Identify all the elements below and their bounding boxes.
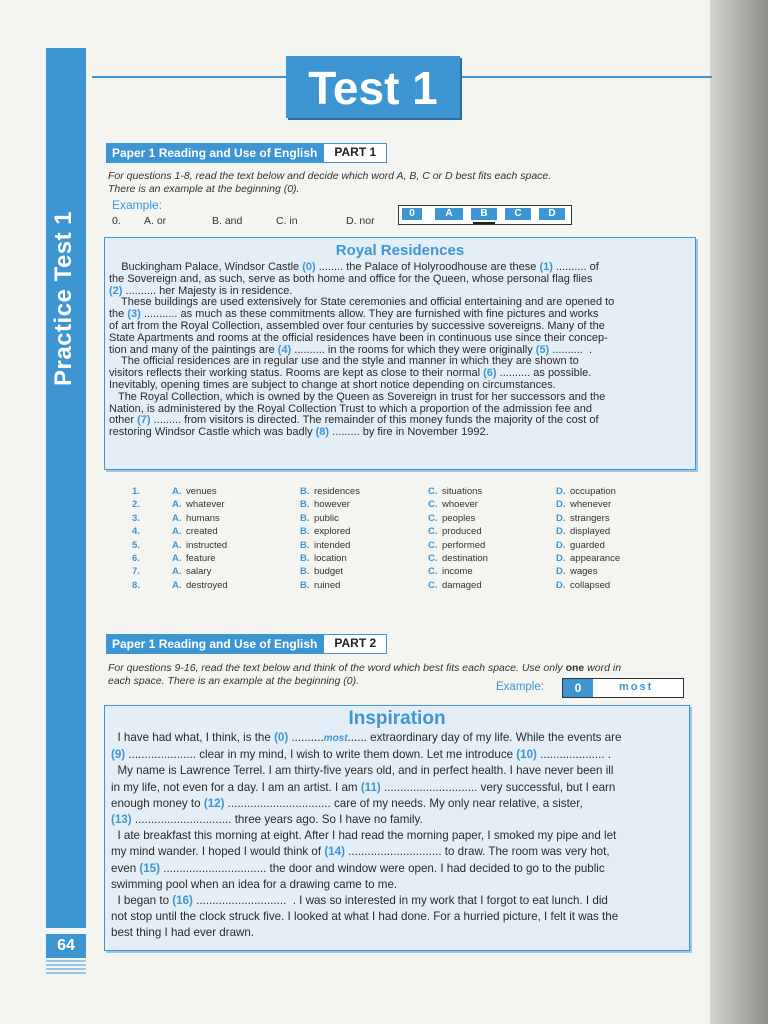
- option-number: 6.: [132, 553, 140, 564]
- option-letter: A.: [172, 499, 182, 511]
- option-word: location: [314, 553, 347, 564]
- part2-example-box: [562, 678, 684, 698]
- option-word: whenever: [570, 499, 612, 511]
- option-word: damaged: [442, 579, 482, 591]
- option-word: budget: [314, 566, 344, 578]
- passage-line: [111, 877, 687, 893]
- passage-text: visitors reflects their working status. Rooms are kept as close to their normal: [109, 367, 484, 380]
- passage-text: of art from the Royal Collection, assembled over four centuries by successive sovereigns. Many of the: [109, 319, 605, 332]
- option-row: [128, 553, 648, 566]
- option-word: instructed: [186, 539, 228, 551]
- option-word: feature: [186, 553, 216, 564]
- option-letter: D.: [556, 486, 566, 497]
- option-letter: C.: [428, 579, 438, 591]
- option-letter: D.: [556, 499, 566, 511]
- passage-line: [111, 925, 687, 941]
- gap-number: (9): [111, 748, 126, 762]
- option-letter: A.: [172, 526, 182, 538]
- passage-text: .................... .: [536, 748, 611, 762]
- option-row: [128, 526, 648, 539]
- option-letter: B.: [300, 512, 310, 524]
- passage-text: ..........: [288, 731, 324, 744]
- part2-header: [106, 634, 387, 654]
- option-word: ruined: [314, 579, 341, 591]
- passage-text: .......... her Majesty is in residence.: [122, 284, 293, 297]
- passage-line: [111, 861, 687, 877]
- passage-text: ........ the Palace of Holyroodhouse are these: [315, 261, 540, 273]
- part1-header-part: PART 1: [323, 143, 387, 163]
- option-letter: A.: [172, 486, 182, 497]
- page-number-stripes: [46, 960, 86, 976]
- answer-grid-b: B: [471, 208, 497, 220]
- option-word: appearance: [570, 553, 621, 564]
- option-letter: C.: [428, 566, 438, 578]
- part2-example-number: 0: [563, 679, 593, 697]
- example-number: 0.: [112, 215, 121, 227]
- option-letter: A.: [172, 579, 182, 591]
- answer-grid-d: D: [539, 208, 565, 220]
- passage-text: Inevitably, opening times are subject to change at short notice depending on circumstances.: [109, 378, 556, 391]
- option-letter: A.: [172, 553, 182, 564]
- answer-grid-0: 0: [402, 208, 422, 220]
- passage-text: Buckingham Palace, Windsor Castle: [109, 261, 303, 273]
- option-word: whatever: [186, 499, 225, 511]
- option-letter: D.: [556, 526, 566, 538]
- option-word: peoples: [442, 512, 476, 524]
- option-letter: B.: [300, 499, 310, 511]
- option-word: created: [186, 526, 218, 538]
- passage-text: restoring Windsor Castle which was badly: [109, 426, 316, 439]
- side-bar: [46, 48, 86, 928]
- passage-text: My name is Lawrence Terrel. I am thirty-five years old, and in perfect health. I have never been ill: [111, 764, 614, 778]
- royal-residences-title: Royal Residences: [335, 242, 465, 259]
- passage-text: .......... .: [549, 343, 593, 356]
- passage-text: ................................ care of my needs. My only near relative, a sister,: [224, 796, 583, 810]
- passage-text: The Royal Collection, which is owned by the Queen as Sovereign in trust for her successors and the: [109, 390, 606, 403]
- inspiration-box: [104, 705, 690, 951]
- option-row: [128, 486, 648, 499]
- passage-text: .......... as possible.: [496, 367, 592, 380]
- passage-text: ...... extraordinary day of my life. While the events are: [347, 731, 622, 744]
- passage-text: ......... by fire in November 1992.: [329, 426, 489, 439]
- passage-line: [111, 844, 687, 860]
- passage-text: ..................... clear in my mind, I wish to write them down. Let me introduce: [125, 748, 517, 762]
- passage-text: swimming pool when an idea for a drawing came to me.: [111, 877, 398, 891]
- passage-line: [111, 747, 687, 763]
- option-word: produced: [442, 526, 482, 538]
- option-word: strangers: [570, 512, 610, 524]
- part2-instructions-a: For questions 9-16, read the text below and think of the word which best fits each space. Use only: [108, 662, 566, 674]
- option-row: [128, 513, 648, 526]
- passage-text: The official residences are in regular use and the style and manner in which they are shown to: [109, 355, 579, 368]
- passage-line: [111, 909, 687, 925]
- passage-text: ............................. to draw. The room was very hot,: [344, 845, 610, 859]
- example-option-a: A. or: [144, 215, 167, 227]
- passage-line: [111, 796, 687, 812]
- passage-text: ........... as much as these commitments allow. They are furnished with fine pictures and works: [140, 308, 599, 321]
- option-row: [128, 499, 648, 512]
- option-number: 1.: [132, 486, 140, 497]
- part2-header-paper: Paper 1 Reading and Use of English: [106, 634, 323, 654]
- gap-number: (5): [535, 343, 550, 356]
- gap-number: (7): [137, 414, 151, 427]
- option-letter: C.: [428, 486, 438, 497]
- passage-line: [111, 812, 687, 828]
- option-letter: B.: [300, 553, 310, 564]
- option-letter: C.: [428, 499, 438, 511]
- part2-instructions-c: word in: [584, 662, 622, 674]
- part1-header-paper: Paper 1 Reading and Use of English: [106, 143, 323, 163]
- option-letter: A.: [172, 512, 182, 524]
- part1-instructions-line2: There is an example at the beginning (0).: [108, 183, 300, 195]
- gap-number: (14): [324, 845, 345, 859]
- option-row: [128, 540, 648, 553]
- option-word: humans: [186, 512, 220, 524]
- option-word: intended: [314, 539, 351, 551]
- option-letter: A.: [172, 566, 182, 578]
- option-number: 2.: [132, 499, 140, 511]
- passage-line: [111, 763, 687, 779]
- part2-example-word: most: [619, 681, 654, 693]
- passage-text: ............................. very successful, but I earn: [380, 780, 616, 794]
- option-letter: B.: [300, 539, 310, 551]
- passage-line: [111, 828, 687, 844]
- inspiration-title: Inspiration: [348, 708, 446, 729]
- passage-line: [111, 780, 687, 796]
- option-word: performed: [442, 539, 486, 551]
- option-letter: D.: [556, 579, 566, 591]
- option-word: occupation: [570, 486, 616, 497]
- answer-grid-c: C: [505, 208, 531, 220]
- part1-header: [106, 143, 387, 163]
- option-row: [128, 566, 648, 579]
- option-row: [128, 580, 648, 593]
- passage-text: the: [109, 308, 128, 321]
- option-letter: D.: [556, 539, 566, 551]
- passage-text: ......... from visitors is directed. The remainder of this money funds the majority of the cost of: [150, 414, 599, 427]
- gap-number: (4): [277, 343, 292, 356]
- passage-text: These buildings are used extensively for State ceremonies and official entertaining and are opened to: [109, 296, 615, 309]
- gap-number: (1): [539, 261, 553, 273]
- page-number: 64: [46, 934, 86, 958]
- option-word: destination: [442, 553, 488, 564]
- option-letter: D.: [556, 512, 566, 524]
- option-word: wages: [570, 566, 598, 578]
- test-title: Test 1: [286, 56, 460, 118]
- passage-text: I began to: [111, 894, 173, 908]
- option-letter: A.: [172, 539, 182, 551]
- passage-text: State Apartments and rooms at the official residences have been in continuous use since their concep-: [109, 331, 608, 344]
- option-letter: C.: [428, 539, 438, 551]
- passage-text: not stop until the clock struck five. I looked at what I had done. For a hurried picture, I felt it was the: [111, 910, 619, 924]
- option-letter: B.: [300, 579, 310, 591]
- part2-instructions-bold: one: [565, 662, 585, 674]
- option-word: income: [442, 566, 473, 578]
- gap-number: (6): [483, 367, 497, 380]
- option-letter: B.: [300, 526, 310, 538]
- option-number: 4.: [132, 526, 140, 538]
- passage-line: [109, 427, 693, 439]
- option-word: destroyed: [186, 579, 228, 591]
- part2-instructions-line1: [108, 662, 621, 675]
- part2-example-label: Example:: [496, 681, 544, 693]
- option-word: venues: [186, 486, 217, 497]
- option-number: 7.: [132, 566, 140, 578]
- option-letter: D.: [556, 553, 566, 564]
- passage-text: in my life, not even for a day. I am an artist. I am: [111, 780, 361, 794]
- option-word: however: [314, 499, 350, 511]
- passage-text: other: [109, 414, 138, 427]
- option-word: public: [314, 512, 339, 524]
- gap-number: (0): [302, 261, 316, 273]
- option-word: salary: [186, 566, 212, 578]
- option-word: guarded: [570, 539, 605, 551]
- answer-mark: [473, 222, 495, 224]
- side-label: Practice Test 1: [50, 210, 77, 386]
- gap-number: (11): [360, 780, 381, 794]
- gap-number: (15): [139, 861, 160, 875]
- option-letter: D.: [556, 566, 566, 578]
- passage-text: .............................. three years ago. So I have no family.: [131, 813, 423, 827]
- passage-text: I ate breakfast this morning at eight. After I had read the morning paper, I smoked my pipe and let: [111, 829, 617, 843]
- option-word: residences: [314, 486, 360, 497]
- option-word: collapsed: [570, 579, 611, 591]
- example-answer: most: [323, 733, 348, 744]
- passage-text: ............................ . I was so interested in my work that I forgot to eat lunch. I did: [192, 894, 608, 908]
- page-edge-shadow: [710, 0, 768, 1024]
- answer-grid-a: A: [435, 208, 463, 220]
- part1-instructions-line1: For questions 1-8, read the text below and decide which word A, B, C or D best fits each space.: [108, 170, 552, 182]
- gap-number: (16): [172, 894, 193, 908]
- option-number: 8.: [132, 579, 140, 591]
- option-word: whoever: [442, 499, 478, 511]
- gap-number: (13): [111, 813, 132, 827]
- option-word: explored: [314, 526, 351, 538]
- passage-text: best thing I had ever drawn.: [111, 926, 255, 940]
- passage-text: the Sovereign and, as such, serve as both home and office for the Queen, whose personal flag flies: [109, 272, 593, 285]
- inspiration-passage: [111, 730, 687, 942]
- passage-text: even: [111, 861, 140, 875]
- example-option-c: C. in: [276, 215, 298, 227]
- part2-instructions-line2: each space. There is an example at the beginning (0).: [108, 675, 359, 687]
- example-option-d: D. nor: [346, 215, 375, 227]
- gap-number: (10): [516, 748, 537, 762]
- passage-text: ................................ the door and window were open. I had decided to go to the public: [160, 861, 605, 875]
- passage-text: enough money to: [111, 796, 204, 810]
- option-letter: B.: [300, 486, 310, 497]
- passage-text: tion and many of the paintings are: [109, 343, 278, 356]
- royal-residences-passage: [109, 262, 693, 439]
- gap-number: (12): [203, 796, 225, 810]
- option-letter: C.: [428, 553, 438, 564]
- gap-number: (2): [109, 284, 123, 297]
- option-word: displayed: [570, 526, 611, 538]
- answer-grid: [398, 205, 572, 225]
- option-letter: C.: [428, 512, 438, 524]
- passage-text: I have had what, I think, is the: [111, 731, 275, 744]
- option-word: situations: [442, 486, 483, 497]
- gap-number: (0): [274, 731, 289, 744]
- passage-text: Nation, is administered by the Royal Collection Trust to which a proportion of the admission fee and: [109, 402, 593, 415]
- part2-header-part: PART 2: [323, 634, 387, 654]
- passage-line: [111, 893, 687, 909]
- royal-residences-box: [104, 237, 696, 470]
- passage-text: .......... of: [552, 261, 599, 273]
- gap-number: (3): [127, 308, 141, 321]
- option-letter: B.: [300, 566, 310, 578]
- example-option-b: B. and: [212, 215, 243, 227]
- passage-line: [111, 730, 687, 747]
- passage-text: .......... in the rooms for which they were originally: [291, 343, 536, 356]
- option-number: 3.: [132, 512, 140, 524]
- part1-example-label: Example:: [112, 198, 163, 212]
- gap-number: (8): [315, 426, 330, 439]
- option-number: 5.: [132, 539, 140, 551]
- passage-text: my mind wander. I hoped I would think of: [111, 845, 325, 859]
- option-letter: C.: [428, 526, 438, 538]
